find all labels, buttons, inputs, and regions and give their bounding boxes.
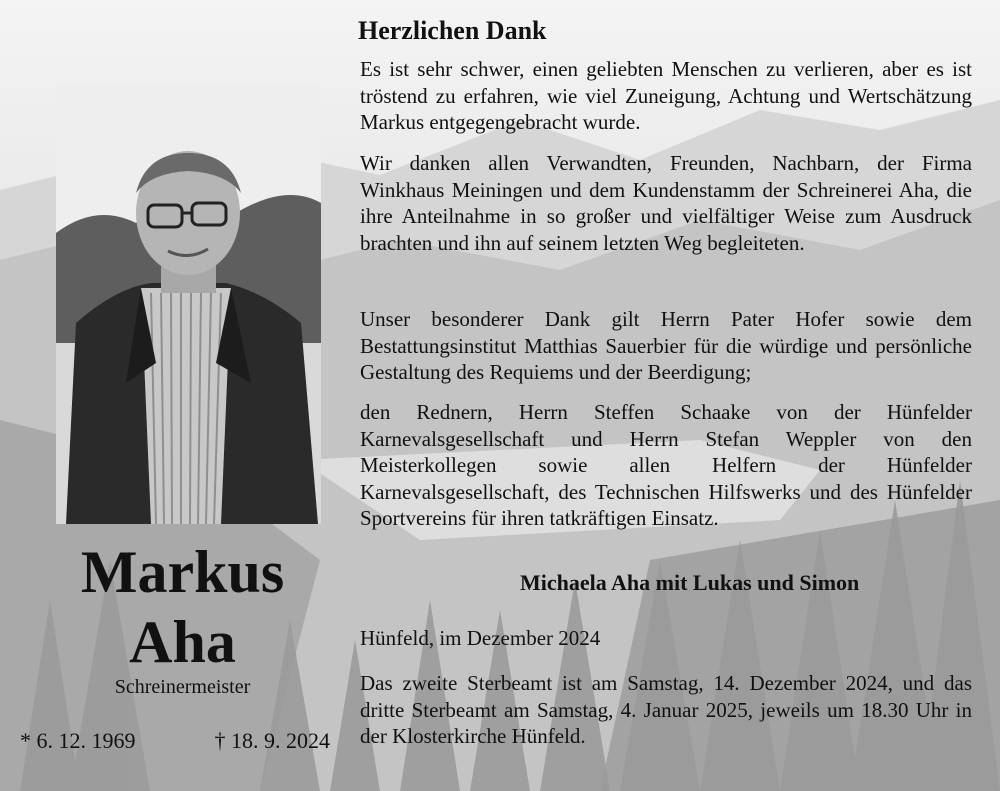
paragraph-1-block <box>360 56 972 136</box>
signature: Michaela Aha mit Lukas und Simon <box>520 570 860 595</box>
deceased-first-name: Markus <box>80 539 285 605</box>
paragraph-4-block <box>360 399 972 532</box>
paragraph-3-block <box>360 306 972 386</box>
birth-date: * 6. 12. 1969 <box>20 728 136 753</box>
place-date: Hünfeld, im Dezember 2024 <box>360 626 601 650</box>
notice-block <box>360 670 972 750</box>
paragraph-1: Es ist sehr schwer, einen geliebten Menschen zu verlieren, aber es ist tröstend zu erfahren, wie viel Zuneigung, Achtung und Wertschätzung Markus entgegengebracht wurde. <box>360 57 972 134</box>
deceased-profession: Schreinermeister <box>114 676 251 698</box>
heading: Herzlichen Dank <box>358 16 547 45</box>
death-date: † 18. 9. 2024 <box>214 728 330 753</box>
paragraph-3: Unser besonderer Dank gilt Herrn Pater Hofer sowie dem Bestattungsinstitut Matthias Sauerbier für die würdige und persönliche Gestaltung des Requiems und der Beerdigung; <box>360 307 972 384</box>
paragraph-2: Wir danken allen Verwandten, Freunden, Nachbarn, der Firma Winkhaus Meiningen und dem Kundenstamm der Schreinerei Aha, die ihre Anteilnahme in so großer und vielfältiger Weise zum Ausdruck brachten und ihn auf seinem letzten Weg begleiteten. <box>360 151 972 255</box>
paragraph-4: den Rednern, Herrn Steffen Schaake von der Hünfelder Karnevalsgesellschaft und Herrn Stefan Weppler von den Meisterkollegen sowie allen Helfern der Hünfelder Karnevalsgesellschaft, des Technischen Hilfswerks und des Hünfelder Sportvereins für ihren tatkräftigen Einsatz. <box>360 400 972 530</box>
mass-notice: Das zweite Sterbeamt ist am Samstag, 14. Dezember 2024, und das dritte Sterbeamt am Samstag, 4. Januar 2025, jeweils um 18.30 Uhr in der Klosterkirche Hünfeld. <box>360 671 972 748</box>
life-dates <box>20 728 330 754</box>
portrait-photo <box>56 83 321 524</box>
paragraph-2-block <box>360 150 972 256</box>
deceased-last-name: Aha <box>129 609 236 675</box>
